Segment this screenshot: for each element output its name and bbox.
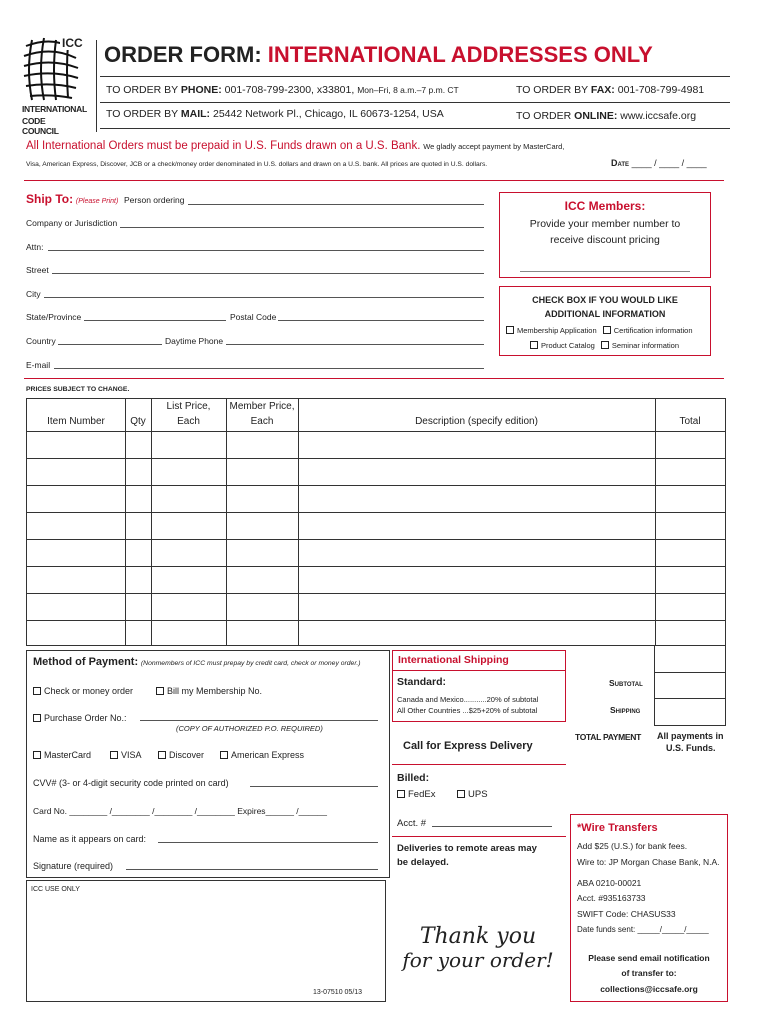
daytime-phone-field[interactable] — [226, 344, 484, 345]
ups-option[interactable]: UPS — [457, 789, 488, 800]
wire-aba: ABA 0210-00021 — [577, 878, 642, 888]
thank-you-line1: Thank you — [419, 924, 537, 949]
icc-use-only-label: ICC USE ONLY — [31, 886, 80, 893]
form-code: 13-07510 05/13 — [313, 989, 363, 996]
signature-label: Signature (required) — [33, 861, 114, 871]
wire-swift: SWIFT Code: CHASUS33 — [577, 909, 676, 919]
delay-note-1: Deliveries to remote areas may — [397, 843, 537, 854]
certification-info-checkbox[interactable]: Certification information — [603, 326, 693, 335]
acct-label: Acct. # — [397, 818, 427, 829]
logo-name-line2: CODE COUNCIL — [22, 116, 59, 136]
header-divider — [96, 40, 97, 132]
wire-heading: *Wire Transfers — [577, 822, 658, 834]
us-funds-note-2: U.S. Funds. — [666, 743, 716, 753]
order-table — [26, 398, 726, 646]
person-ordering-field[interactable] — [188, 204, 484, 205]
city-label: City — [26, 289, 41, 299]
subtotal-label: Subtotal — [609, 678, 643, 688]
standard-label: Standard: — [397, 676, 447, 688]
fedex-option[interactable]: FedEx — [397, 789, 435, 800]
membership-app-checkbox[interactable]: Membership Application — [506, 326, 597, 335]
members-line1: Provide your member number to — [529, 218, 681, 230]
bill-membership-option[interactable]: Bill my Membership No. — [156, 686, 262, 696]
fax-line: TO ORDER BY FAX: 001-708-799-4981 — [516, 84, 705, 96]
delay-note-2: be delayed. — [397, 857, 449, 868]
product-catalog-checkbox[interactable]: Product Catalog — [530, 341, 595, 350]
info-heading-line1: CHECK BOX IF YOU WOULD LIKE — [532, 295, 678, 305]
intl-shipping-heading: International Shipping — [398, 654, 509, 666]
attn-field[interactable] — [48, 250, 484, 251]
info-heading-line2: ADDITIONAL INFORMATION — [544, 309, 666, 319]
col-list-price-1: List Price, — [166, 401, 211, 412]
wire-acct: Acct. #935163733 — [577, 893, 646, 903]
attn-label: Attn: — [26, 242, 44, 252]
name-on-card-field[interactable] — [158, 842, 378, 843]
mastercard-option[interactable]: MasterCard — [33, 750, 91, 760]
visa-option[interactable]: VISA — [110, 750, 142, 760]
discover-option[interactable]: Discover — [158, 750, 204, 760]
rate-other: All Other Countries ...$25+20% of subtotal — [397, 706, 538, 715]
signature-field[interactable] — [126, 869, 378, 870]
shipping-label: Shipping — [610, 705, 641, 715]
col-total: Total — [679, 416, 701, 427]
email-label: E-mail — [26, 360, 51, 370]
page-title: ORDER FORM: INTERNATIONAL ADDRESSES ONLY — [104, 42, 653, 67]
icc-members-box — [499, 192, 711, 278]
rate-canada-mexico: Canada and Mexico...........20% of subtotal — [397, 695, 539, 704]
logo-acronym: ICC — [62, 36, 83, 50]
country-field[interactable] — [58, 344, 162, 345]
col-item-number: Item Number — [47, 416, 105, 427]
email-field[interactable] — [54, 368, 484, 369]
amex-option[interactable]: American Express — [220, 750, 304, 760]
purchase-order-option[interactable]: Purchase Order No.: — [33, 713, 127, 723]
cvv-field[interactable] — [250, 786, 378, 787]
city-field[interactable] — [44, 297, 484, 298]
members-line2: receive discount pricing — [550, 234, 660, 246]
wire-bank: Wire to: JP Morgan Chase Bank, N.A. — [577, 857, 720, 867]
thank-you-line2: for your order! — [402, 948, 554, 972]
state-label: State/Province — [26, 312, 82, 322]
col-description: Description (specify edition) — [415, 416, 538, 427]
icc-logo — [22, 36, 87, 136]
billed-label: Billed: — [397, 772, 430, 784]
card-number-field[interactable]: Card No. ________ /________ /________ /________ Expires______ /______ — [33, 806, 328, 816]
col-member-price-2: Each — [250, 416, 274, 427]
daytime-phone-label: Daytime Phone — [165, 336, 224, 346]
additional-info-box — [499, 286, 711, 356]
acct-field[interactable] — [432, 826, 552, 827]
totals-box — [654, 646, 726, 726]
total-payment-label: TOTAL PAYMENT — [575, 732, 641, 742]
company-label: Company or Jurisdiction — [26, 218, 118, 228]
us-funds-note-1: All payments in — [657, 731, 724, 741]
po-note: (COPY OF AUTHORIZED P.O. REQUIRED) — [176, 724, 323, 733]
prepay-notice: All International Orders must be prepaid in U.S. Funds drawn on a U.S. Bank. We gladly accept payment by MasterCard, — [26, 140, 565, 152]
check-money-order-option[interactable]: Check or money order — [33, 686, 133, 696]
wire-date-sent[interactable]: Date funds sent: _____/_____/_____ — [577, 925, 709, 934]
wire-email-address[interactable]: collections@iccsafe.org — [600, 984, 698, 994]
online-line: TO ORDER ONLINE: www.iccsafe.org — [516, 110, 697, 122]
member-number-field[interactable] — [520, 271, 690, 272]
po-number-field[interactable] — [140, 720, 378, 721]
col-member-price-1: Member Price, — [229, 401, 295, 412]
payment-heading: Method of Payment: (Nonmembers of ICC must prepay by credit card, check or money order.) — [33, 656, 361, 668]
mail-line: TO ORDER BY MAIL: 25442 Network Pl., Chicago, IL 60673-1254, USA — [106, 108, 444, 120]
street-label: Street — [26, 265, 49, 275]
prepay-notice-line2: Visa, American Express, Discover, JCB or a check/money order denominated in U.S. dollars and drawn on a U.S. bank. All prices are quoted in U.S. dollars. — [26, 161, 488, 168]
state-field[interactable] — [84, 320, 226, 321]
postal-label: Postal Code — [230, 312, 277, 322]
wire-email-line2: of transfer to: — [621, 968, 677, 978]
prices-notice: PRICES SUBJECT TO CHANGE. — [26, 386, 130, 393]
express-delivery: Call for Express Delivery — [403, 740, 533, 752]
street-field[interactable] — [52, 273, 484, 274]
logo-name-line1: INTERNATIONAL — [22, 104, 87, 114]
members-heading: ICC Members: — [564, 199, 646, 213]
postal-field[interactable] — [278, 320, 484, 321]
name-on-card-label: Name as it appears on card: — [33, 834, 147, 844]
col-list-price-2: Each — [177, 416, 200, 427]
ship-to-heading: Ship To: (Please Print) — [26, 192, 119, 206]
col-qty: Qty — [130, 416, 146, 427]
person-ordering-label: Person ordering — [124, 195, 185, 205]
icc-use-only-box — [26, 880, 386, 1002]
wire-email-line1: Please send email notification — [588, 953, 710, 963]
seminar-info-checkbox[interactable]: Seminar information — [601, 341, 679, 350]
wire-fee: Add $25 (U.S.) for bank fees. — [577, 841, 688, 851]
company-field[interactable] — [120, 227, 484, 228]
date-field[interactable]: Date ____ / ____ / ____ — [611, 158, 707, 168]
cvv-label: CVV# (3- or 4-digit security code printed on card) — [33, 778, 229, 788]
country-label: Country — [26, 336, 56, 346]
phone-line: TO ORDER BY PHONE: 001-708-799-2300, x33801, Mon–Fri, 8 a.m.–7 p.m. CT — [106, 84, 459, 96]
